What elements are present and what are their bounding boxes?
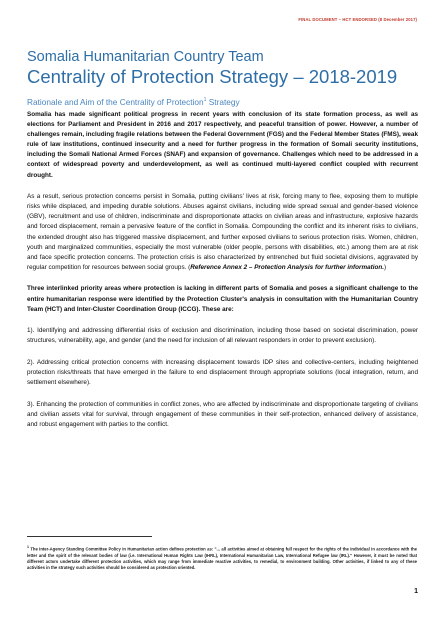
footnote-text: The Inter-Agency Standing Committee Policy in Humanitarian action defines protection as: "... all activities aimed at obtaining full respect for the rights of the individual in accordance with the letter and the spirit of the relevant bodies of law (i.e. International Human Rights Law (IHRL), International Humanitarian Law, International Refugee law (IRL)." However, it must be noted that different actors undertake different protection activities, which may range from immediate reactive activities, to remedial, to environment building. Other activities, if linked to any of these activities in the strategy such activities should be considered as protection oriented. xyxy=(27,546,417,570)
paragraph-priority-areas: Three interlinked priority areas where protection is lacking in different parts of Somalia and poses a significant challenge to the entire humanitarian response were identified by the Protection Cluster's analysis in consultation with the Humanitarian Country Team (HCT) and Inter-Cluster Coordination Group (ICCG). These are: xyxy=(27,285,418,313)
footnote xyxy=(27,544,417,571)
priority-item-1: 1). Identifying and addressing differential risks of exclusion and discrimination, including those based on societal discrimination, power structures, vulnerability, age, and gender (and the need for inclusion of all relevant responders in order to prevent exclusion). xyxy=(27,327,418,345)
priority-item-2: 2). Addressing critical protection concerns with increasing displacement towards IDP sites and collective-centers, including heightened protection risks/threats that have emerged in the failure to end displacement through appropriate solutions (local integration, return, and settlement elsewhere). xyxy=(27,358,418,387)
section-subtitle xyxy=(27,97,240,107)
page-title: Centrality of Protection Strategy – 2018-2019 xyxy=(27,66,398,87)
subtitle-text-end: Strategy xyxy=(206,97,240,107)
paragraph-protection-concerns xyxy=(27,192,418,273)
annex-reference: Reference Annex 2 – Protection Analysis for further information. xyxy=(190,263,385,271)
paragraph-text: As a result, serious protection concerns persist in Somalia, putting civilians' lives at risk, forcing many to flee, exposing them to multiple risks while displaced, and impeding durable solutions. Abuses against civilians, including wide spread sexual and gender-based violence (GBV), recruitment and use of children, indiscriminate and disproportionate attacks on civilian areas and infrastructure, explosive hazards and forced displacement, remain a pervasive feature of the conflict in Somalia. Compounding the conflict and its inherent risks to civilians, the extended drought also has triggered massive displacement, and further exposed civilians to serious protection risks. Women, children, youth and marginalized communities, especially the most vulnerable (older people, persons with disabilities, etc.) among them are at risk and face specific protection concerns. The protection crisis is also characterized by entrenched but fluid societal divisions, aggravated by regular competition for resources between social groups. ( xyxy=(27,193,418,271)
footnote-divider xyxy=(27,536,152,537)
priority-item-3: 3). Enhancing the protection of communities in conflict zones, who are affected by indiscriminate and disproportionate targeting of civilians and civilian assets vital for survival, through engagement of these communities in their self-protection, enhanced delivery of assistance, and robust engagement with parties to the conflict. xyxy=(27,400,418,428)
paragraph-text-end: ) xyxy=(384,263,387,271)
document-body xyxy=(27,110,418,441)
header-note: FINAL DOCUMENT – HCT ENDORSED (8 December 2017) xyxy=(298,17,417,22)
page-number: 1 xyxy=(414,588,418,595)
footnote-number: 1 xyxy=(27,545,29,549)
subtitle-text: Rationale and Aim of the Centrality of Protection xyxy=(27,97,204,107)
subtitle-footnote-ref: 1 xyxy=(203,97,207,104)
paragraph-context: Somalia has made significant political progress in recent years with conclusion of its state formation process, as well as elections for Parliament and President in 2016 and 2017 respectively, and peaceful transition of power. However, a number of challenges remain, including fragile relations between the Federal Government (FGS) and the Federal Member States (FMS), weak rule of law institutions, continued insecurity and a need for further progress in the formation of Somali security institutions, including the Somali National Armed Forces (SNAF) and expansion of governance. Challenges which need to be addressed in a context of widespread poverty and underdevelopment, as well as continued multi-layered conflict coupled with recurrent drought. xyxy=(27,111,418,179)
organization-heading: Somalia Humanitarian Country Team xyxy=(27,49,264,65)
